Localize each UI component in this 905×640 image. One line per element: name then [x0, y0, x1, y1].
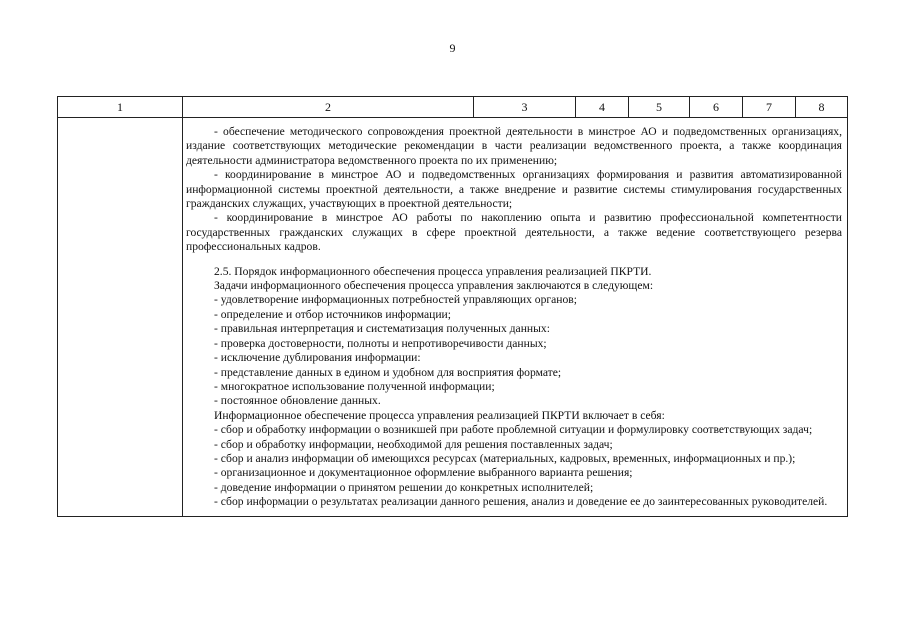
content-text: [186, 125, 842, 510]
paragraph: - организационное и документационное оформление выбранного варианта решения;: [214, 466, 633, 480]
paragraph: - сбор и обработку информации, необходимой для решения поставленных задач;: [214, 437, 613, 451]
column-header-4: 4: [576, 97, 629, 118]
empty-first-column-cell: [58, 118, 183, 517]
paragraph: - сбор информации о результатах реализации данного решения, анализ и доведение ее до заинтересованных руководителей.: [214, 495, 828, 509]
document-table: [57, 96, 848, 517]
paragraph: - координирование в минстрое АО работы по накоплению опыта и развитию профессиональной компетентности государственных гражданских служащих в сфере проектной деятельности, а также ведение соответствующего резерва профессиональных кадров.: [186, 211, 842, 254]
paragraph: - многократное использование полученной информации;: [214, 379, 495, 393]
paragraph: - исключение дублирования информации:: [214, 351, 421, 365]
column-header-6: 6: [690, 97, 743, 118]
paragraph: - координирование в минстрое АО и подведомственных организациях формирования и развития автоматизированной информационной системы проектной деятельности, а также внедрение и развитие системы стимулирования государственных гражданских служащих, участвующих в проектной деятельности;: [186, 168, 842, 211]
page-number: 9: [449, 41, 456, 55]
table-header-row: [58, 97, 848, 118]
paragraph: Информационное обеспечение процесса управления реализацией ПКРТИ включает в себя:: [214, 408, 665, 422]
paragraph-spacer: [186, 255, 842, 265]
paragraph: - представление данных в едином и удобном для восприятия формате;: [214, 365, 562, 379]
paragraph: - сбор и обработку информации о возникшей при работе проблемной ситуации и формулировку соответствующих задач;: [214, 423, 813, 437]
column-header-1: 1: [58, 97, 183, 118]
column-header-7: 7: [743, 97, 796, 118]
column-header-8: 8: [796, 97, 848, 118]
paragraph: - правильная интерпретация и систематизация полученных данных:: [214, 322, 550, 336]
paragraph: - определение и отбор источников информации;: [214, 307, 451, 321]
paragraph: 2.5. Порядок информационного обеспечения процесса управления реализацией ПКРТИ.: [214, 264, 652, 278]
column-header-3: 3: [474, 97, 576, 118]
paragraph: - проверка достоверности, полноты и непротиворечивости данных;: [214, 336, 547, 350]
paragraph: Задачи информационного обеспечения процесса управления заключаются в следующем:: [214, 279, 654, 293]
content-cell: [183, 118, 848, 517]
column-header-5: 5: [629, 97, 690, 118]
paragraph: - доведение информации о принятом решении до конкретных исполнителей;: [214, 480, 594, 494]
column-header-2: 2: [183, 97, 474, 118]
table-row: [58, 118, 848, 517]
paragraph: - сбор и анализ информации об имеющихся ресурсах (материальных, кадровых, временных, информационных и пр.);: [214, 451, 796, 465]
paragraph: - удовлетворение информационных потребностей управляющих органов;: [214, 293, 577, 307]
paragraph: - обеспечение методического сопровождения проектной деятельности в минстрое АО и подведомственных организациях, издание соответствующих методические рекомендации в части реализации ведомственного проекта, а также координация деятельности администратора ведомственного проекта по их применению;: [186, 125, 842, 167]
paragraph: - постоянное обновление данных.: [214, 394, 381, 408]
